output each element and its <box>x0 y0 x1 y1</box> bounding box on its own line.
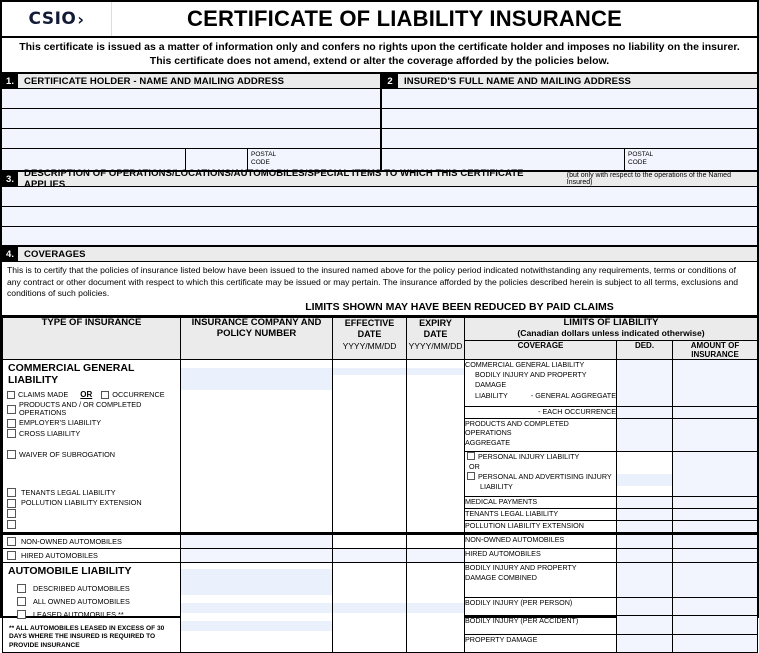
coverage-pollution-liability-extension: POLLUTION LIABILITY EXTENSION <box>465 521 617 533</box>
postal-label-line-2: CODE <box>251 158 270 166</box>
checkbox-hired-automobiles[interactable] <box>7 551 16 560</box>
spacer-2 <box>7 461 177 487</box>
coverage-cgl-bipd <box>465 360 617 406</box>
coverage-personal-advertising-row <box>467 472 616 482</box>
cgl-cross-liability-row <box>7 429 177 438</box>
section-2-header <box>382 74 757 89</box>
auto-insurance-company-field[interactable] <box>181 563 333 653</box>
expiry-non-owned-automobiles[interactable] <box>407 535 465 549</box>
coverage-tenants-legal-liability: TENANTS LEGAL LIABILITY <box>465 509 617 521</box>
amount-bi-per-person[interactable] <box>673 597 758 615</box>
ded-hired-automobiles[interactable] <box>617 549 673 563</box>
section-3-title: DESCRIPTION OF OPERATIONS/LOCATIONS/AUTOMOBILES/SPECIAL ITEMS TO WHICH THIS CERTIFICATE APPLIES <box>24 168 524 191</box>
cgl-insurance-company-field[interactable] <box>181 360 333 533</box>
description-line-1[interactable] <box>2 187 757 207</box>
ded-tenants-legal-liability[interactable] <box>617 509 673 521</box>
checkbox-leased-automobiles[interactable] <box>17 610 26 619</box>
coverage-bipd-combined <box>465 563 617 598</box>
cgl-expiry-date-field[interactable] <box>407 360 465 533</box>
ded-pollution-liability-extension[interactable] <box>617 521 673 533</box>
ded-each-occurrence[interactable] <box>617 406 673 418</box>
insured-address-line-2[interactable] <box>382 109 757 129</box>
auto-all-owned-row <box>7 597 177 606</box>
spacer-1 <box>7 440 177 449</box>
section-1-2-body <box>2 89 757 172</box>
section-1-2-headers <box>2 74 757 89</box>
th-limits-of-liability <box>465 318 758 341</box>
holder-address-line-3[interactable] <box>2 129 380 149</box>
label-occurrence: OCCURRENCE <box>112 390 165 400</box>
coverage-personal-injury-block <box>465 452 617 497</box>
cgl-tenants-legal-row <box>7 488 177 497</box>
holder-province-field[interactable] <box>186 149 248 170</box>
label-pollution-liability-extension: POLLUTION LIABILITY EXTENSION <box>21 498 142 508</box>
company-non-owned-automobiles[interactable] <box>181 535 333 549</box>
ded-bi-per-person[interactable] <box>617 597 673 615</box>
section-4-header <box>2 247 757 262</box>
cgl-blank-row-1 <box>7 509 177 518</box>
description-line-3[interactable] <box>2 227 757 247</box>
checkbox-waiver-of-subrogation[interactable] <box>7 450 16 459</box>
label-hired-automobiles: HIRED AUTOMOBILES <box>21 550 98 560</box>
certificate-holder-block <box>2 89 382 170</box>
coverage-bodily-injury-per-accident: BODILY INJURY (PER ACCIDENT) <box>465 616 617 634</box>
document-header <box>2 2 757 38</box>
table-header-row-1 <box>3 318 758 341</box>
coverage-personal-advertising-line-1: PERSONAL AND ADVERTISING INJURY <box>478 471 612 481</box>
auto-expiry-date-field[interactable] <box>407 563 465 653</box>
ded-non-owned-automobiles[interactable] <box>617 535 673 549</box>
amount-bipd-combined[interactable] <box>673 563 758 598</box>
automobile-liability-type-cell <box>3 563 181 653</box>
section-3-body <box>2 187 757 247</box>
coverage-bipd-combined-line-2: DAMAGE COMBINED <box>465 572 537 582</box>
effective-non-owned-automobiles[interactable] <box>333 535 407 549</box>
coverage-personal-advertising-line-2: LIABILITY <box>480 481 513 491</box>
csio-logo <box>2 2 112 36</box>
coverage-or-label: OR <box>469 462 480 472</box>
insured-city-field[interactable] <box>382 149 625 170</box>
coverage-each-occurrence: - EACH OCCURRENCE <box>465 406 617 418</box>
limits-reduced-note: LIMITS SHOWN MAY HAVE BEEN REDUCED BY PAID CLAIMS <box>2 301 757 317</box>
coverage-bodily-injury-per-person: BODILY INJURY (PER PERSON) <box>465 597 617 615</box>
label-employers-liability: EMPLOYER'S LIABILITY <box>19 418 102 428</box>
ded-bipd-combined[interactable] <box>617 563 673 598</box>
certification-paragraph: This is to certify that the policies of insurance listed below have been issued to the insured named above for the policy period indicated notwithstanding any requirements, terms or conditions of any contract or other document with respect to which this certificate may be issued or may pertain. The insurance afforded by the policies described herein is subject to all terms, exclusions and conditions of such policies. <box>7 265 738 299</box>
cgl-pollution-row <box>7 499 177 508</box>
section-1-number: 1. <box>2 74 18 88</box>
holder-address-line-2[interactable] <box>2 109 380 129</box>
coverage-property-damage: PROPERTY DAMAGE <box>465 634 617 652</box>
auto-heading: AUTOMOBILE LIABILITY <box>8 565 132 578</box>
expiry-hired-automobiles[interactable] <box>407 549 465 563</box>
amount-medical-payments[interactable] <box>673 497 758 509</box>
coverage-medical-payments: MEDICAL PAYMENTS <box>465 497 617 509</box>
ded-personal-injury[interactable] <box>617 452 673 497</box>
ded-products-aggregate[interactable] <box>617 418 673 452</box>
cgl-products-row <box>7 401 177 417</box>
section-4-title: COVERAGES <box>24 248 86 260</box>
amount-tenants-legal-liability[interactable] <box>673 509 758 521</box>
th-effective-date-format: YYYY/MM/DD <box>342 340 397 351</box>
checkbox-cgl-blank-1[interactable] <box>7 509 16 518</box>
auto-described-row <box>7 584 177 593</box>
th-expiry-date-label: EXPIRY DATE <box>419 318 452 339</box>
checkbox-all-owned-automobiles[interactable] <box>17 597 26 606</box>
th-limits-label: LIMITS OF LIABILITY <box>563 317 659 329</box>
holder-postal-code-field[interactable] <box>248 149 380 170</box>
checkbox-tenants-legal-liability[interactable] <box>7 488 16 497</box>
amount-products-aggregate[interactable] <box>673 418 758 452</box>
cgl-block-row <box>3 360 758 406</box>
checkbox-non-owned-automobiles[interactable] <box>7 537 16 546</box>
label-tenants-legal-liability: TENANTS LEGAL LIABILITY <box>21 487 116 497</box>
amount-pollution-liability-extension[interactable] <box>673 521 758 533</box>
section-2-title: INSURED'S FULL NAME AND MAILING ADDRESS <box>404 75 631 87</box>
holder-address-line-1[interactable] <box>2 89 380 109</box>
amount-bi-per-accident[interactable] <box>673 616 758 634</box>
checkbox-claims-made[interactable] <box>7 391 15 399</box>
cgl-claims-occurrence-row <box>7 391 177 400</box>
holder-postal-row <box>2 149 380 170</box>
checkbox-described-automobiles[interactable] <box>17 584 26 593</box>
th-amount-of-insurance: AMOUNT OF INSURANCE <box>673 340 758 359</box>
th-type-of-insurance: TYPE OF INSURANCE <box>3 318 181 360</box>
th-expiry-date <box>407 318 465 360</box>
insured-address-line-3[interactable] <box>382 129 757 149</box>
auto-footnote: ** ALL AUTOMOBILES LEASED IN EXCESS OF 30 DAYS WHERE THE INSURED IS REQUIRED TO PROVIDE INSURANCE <box>9 625 165 649</box>
cgl-employers-liability-row <box>7 419 177 428</box>
ded-cgl-general-aggregate[interactable] <box>617 360 673 406</box>
section-1-header <box>2 74 382 89</box>
th-limits-sub: (Canadian dollars unless indicated otherwise) <box>517 327 705 338</box>
amount-cgl-general-aggregate[interactable] <box>673 360 758 406</box>
notice-line-2: This certificate does not amend, extend or alter the coverage afforded by the policies below. <box>149 54 610 67</box>
coverages-table <box>2 317 758 653</box>
label-products-completed-operations: PRODUCTS AND / OR COMPLETED OPERATIONS <box>19 400 142 418</box>
section-3-subtitle: (but only with respect to the operations of the Named Insured) <box>566 172 731 187</box>
label-cross-liability: CROSS LIABILITY <box>19 428 81 438</box>
automobile-liability-row <box>3 563 758 598</box>
checkbox-personal-advertising-injury[interactable] <box>467 472 475 480</box>
insured-block <box>382 89 757 170</box>
page-title: CERTIFICATE OF LIABILITY INSURANCE <box>187 6 622 31</box>
checkbox-products-completed-operations[interactable] <box>7 405 16 414</box>
postal-label-line-2: CODE <box>628 158 647 166</box>
coverage-non-owned-automobiles: NON-OWNED AUTOMOBILES <box>465 535 617 549</box>
section-3-title-wrap <box>18 168 757 191</box>
amount-non-owned-automobiles[interactable] <box>673 535 758 549</box>
postal-label-line-1: POSTAL <box>251 151 277 159</box>
cgl-type-cell <box>3 360 181 533</box>
amount-each-occurrence[interactable] <box>673 406 758 418</box>
cgl-waiver-subrogation-row <box>7 450 177 459</box>
checkbox-cross-liability[interactable] <box>7 429 16 438</box>
cgl-blank-row-2 <box>7 520 177 529</box>
checkbox-employers-liability[interactable] <box>7 419 16 428</box>
insured-address-line-1[interactable] <box>382 89 757 109</box>
coverage-products-line-1: PRODUCTS AND COMPLETED OPERATIONS <box>465 418 569 438</box>
type-non-owned-automobiles <box>3 535 181 549</box>
checkbox-personal-injury-liability[interactable] <box>467 452 475 460</box>
section-3-header <box>2 168 757 191</box>
section-2-number: 2 <box>382 74 398 88</box>
amount-hired-automobiles[interactable] <box>673 549 758 563</box>
amount-property-damage[interactable] <box>673 634 758 652</box>
label-non-owned-automobiles: NON-OWNED AUTOMOBILES <box>21 536 122 546</box>
type-hired-automobiles <box>3 549 181 563</box>
chevron-right-icon: › <box>77 9 85 29</box>
description-line-2[interactable] <box>2 207 757 227</box>
th-effective-date-label: EFFECTIVE DATE <box>344 318 395 339</box>
ded-medical-payments[interactable] <box>617 497 673 509</box>
company-hired-automobiles[interactable] <box>181 549 333 563</box>
section-4-number: 4. <box>2 247 18 261</box>
th-effective-date <box>333 318 407 360</box>
csio-logo-text: CSIO <box>28 9 77 29</box>
holder-city-field[interactable] <box>2 149 186 170</box>
label-claims-made: CLAIMS MADE <box>18 390 69 400</box>
ded-property-damage[interactable] <box>617 634 673 652</box>
checkbox-occurrence[interactable] <box>101 391 109 399</box>
auto-leased-row <box>7 610 177 619</box>
ded-bi-per-accident[interactable] <box>617 616 673 634</box>
th-coverage: COVERAGE <box>465 340 617 359</box>
checkbox-pollution-liability-extension[interactable] <box>7 499 16 508</box>
th-insurance-company: INSURANCE COMPANY AND POLICY NUMBER <box>181 318 333 360</box>
section-1-title: CERTIFICATE HOLDER - NAME AND MAILING ADDRESS <box>24 75 285 87</box>
auto-effective-date-field[interactable] <box>333 563 407 653</box>
cgl-heading: COMMERCIAL GENERAL LIABILITY <box>8 362 135 387</box>
amount-personal-injury[interactable] <box>673 452 758 497</box>
coverage-bipd-line-2: LIABILITY <box>475 390 508 400</box>
insured-postal-row <box>382 149 757 170</box>
coverage-products-completed-aggregate <box>465 418 617 452</box>
insured-postal-code-field[interactable] <box>625 149 757 170</box>
checkbox-cgl-blank-2[interactable] <box>7 520 16 529</box>
label-leased-automobiles: LEASED AUTOMOBILES ** <box>33 609 124 619</box>
coverage-personal-injury-liability-row <box>467 452 616 462</box>
label-all-owned-automobiles: ALL OWNED AUTOMOBILES <box>33 596 130 606</box>
coverage-bipd-line-1: BODILY INJURY AND PROPERTY DAMAGE <box>475 370 587 390</box>
coverage-products-line-2: AGGREGATE <box>465 438 510 448</box>
effective-hired-automobiles[interactable] <box>333 549 407 563</box>
section-3-number: 3. <box>2 172 18 186</box>
postal-label-line-1: POSTAL <box>628 151 654 159</box>
coverage-general-aggregate: - GENERAL AGGREGATE <box>530 390 616 400</box>
hired-automobiles-row <box>3 549 758 563</box>
coverage-cgl-title: COMMERCIAL GENERAL LIABILITY <box>465 360 585 370</box>
coverage-hired-automobiles: HIRED AUTOMOBILES <box>465 549 617 563</box>
label-described-automobiles: DESCRIBED AUTOMOBILES <box>33 583 130 593</box>
label-waiver-of-subrogation: WAIVER OF SUBROGATION <box>19 449 116 459</box>
certificate-notice <box>2 38 757 74</box>
coverage-bipd-combined-line-1: BODILY INJURY AND PROPERTY <box>465 563 577 573</box>
notice-line-1: This certificate is issued as a matter of information only and confers no rights upon the certificate holder and imposes no liability on the insurer. <box>19 41 740 53</box>
th-expiry-date-format: YYYY/MM/DD <box>408 340 463 351</box>
cgl-effective-date-field[interactable] <box>333 360 407 533</box>
coverage-personal-injury-liability: PERSONAL INJURY LIABILITY <box>478 452 580 462</box>
th-ded: DED. <box>617 340 673 359</box>
non-owned-automobiles-row <box>3 535 758 549</box>
label-or: OR <box>80 389 93 399</box>
